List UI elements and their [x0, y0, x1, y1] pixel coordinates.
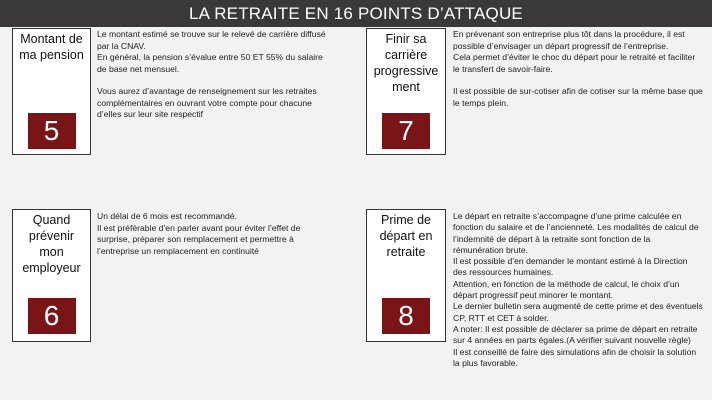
card-8-para-1: Le départ en retraite s’accompagne d’une prime calculée en fonction du salaire et de l’ancienneté. Les modalités de calcul de l’indemnité de départ à la retraite sont fonction de la rémunération brute. — [453, 211, 699, 255]
card-8-para-5: A noter: Il est possible de déclarer sa prime de départ en retraite sur 4 années en parts égales.(A vérifier suivant nouvelle règle) — [453, 323, 698, 346]
card-6-prevenir-employeur — [12, 209, 91, 342]
card-7-text — [453, 29, 703, 109]
card-5-label: Montant de ma pension — [19, 32, 84, 62]
card-7-para-3: Il est possible de sur-cotiser afin de cotiser sur la même base que le temps plein. — [453, 86, 703, 108]
card-5-text — [97, 29, 327, 121]
card-8-para-4: Le dernier bulletin sera augmenté de cette prime et des éventuels CP, RTT et CET à solder. — [453, 301, 703, 323]
card-6-number: 6 — [28, 298, 76, 334]
card-7-finir-carriere — [366, 28, 446, 155]
card-5-number: 5 — [28, 113, 76, 149]
card-5-para-3: Vous aurez d’avantage de renseignement sur les retraites complémentaires en ouvrant votre compte pour chacune d’elles sur leur site respectif — [97, 86, 317, 119]
page-title: LA RETRAITE EN 16 POINTS D’ATTAQUE — [189, 3, 523, 23]
card-5-montant-pension — [12, 28, 91, 155]
card-8-prime-depart — [366, 209, 446, 342]
card-8-label: Prime de départ en retraite — [379, 213, 433, 259]
card-7-label: Finir sa carrière progressive ment — [373, 32, 439, 94]
card-8-para-6: Il est conseillé de faire des simulations afin de choisir la solution la plus favorable. — [453, 346, 697, 368]
card-7-number: 7 — [382, 113, 430, 149]
card-6-para-2: Il est préférable d’en parler avant pour éviter l’effet de surprise, préparer son remplacement et permettre à l’entreprise un remplacement en continuité — [97, 222, 301, 256]
card-6-text — [97, 211, 327, 257]
card-8-text — [453, 211, 703, 369]
card-5-para-2: En général, la pension s’évalue entre 50 ET 55% du salaire de base net mensuel. — [97, 52, 323, 74]
card-6-para-1: Un délai de 6 mois est recommandé. — [97, 211, 237, 221]
card-8-number: 8 — [382, 298, 430, 334]
card-7-para-2: Cela permet d’éviter le choc du départ pour le retraité et faciliter le transfert de savoir-faire. — [453, 52, 696, 74]
card-8-para-2: Il est possible d’en demander le montant estimé à la Direction des ressources humaines. — [453, 256, 688, 278]
page-title-bar — [0, 0, 712, 27]
card-6-label: Quand prévenir mon employeur — [22, 213, 81, 275]
card-7-para-1: En prévenant son entreprise plus tôt dans la procédure, il est possible d’envisager un départ progressif de l’entreprise. — [453, 29, 685, 51]
card-5-para-1: Le montant estimé se trouve sur le relevé de carrière diffusé par la CNAV. — [97, 29, 326, 51]
card-8-para-3: Attention, en fonction de la méthode de calcul, le choix d’un départ progressif peut minorer le montant. — [453, 278, 680, 301]
